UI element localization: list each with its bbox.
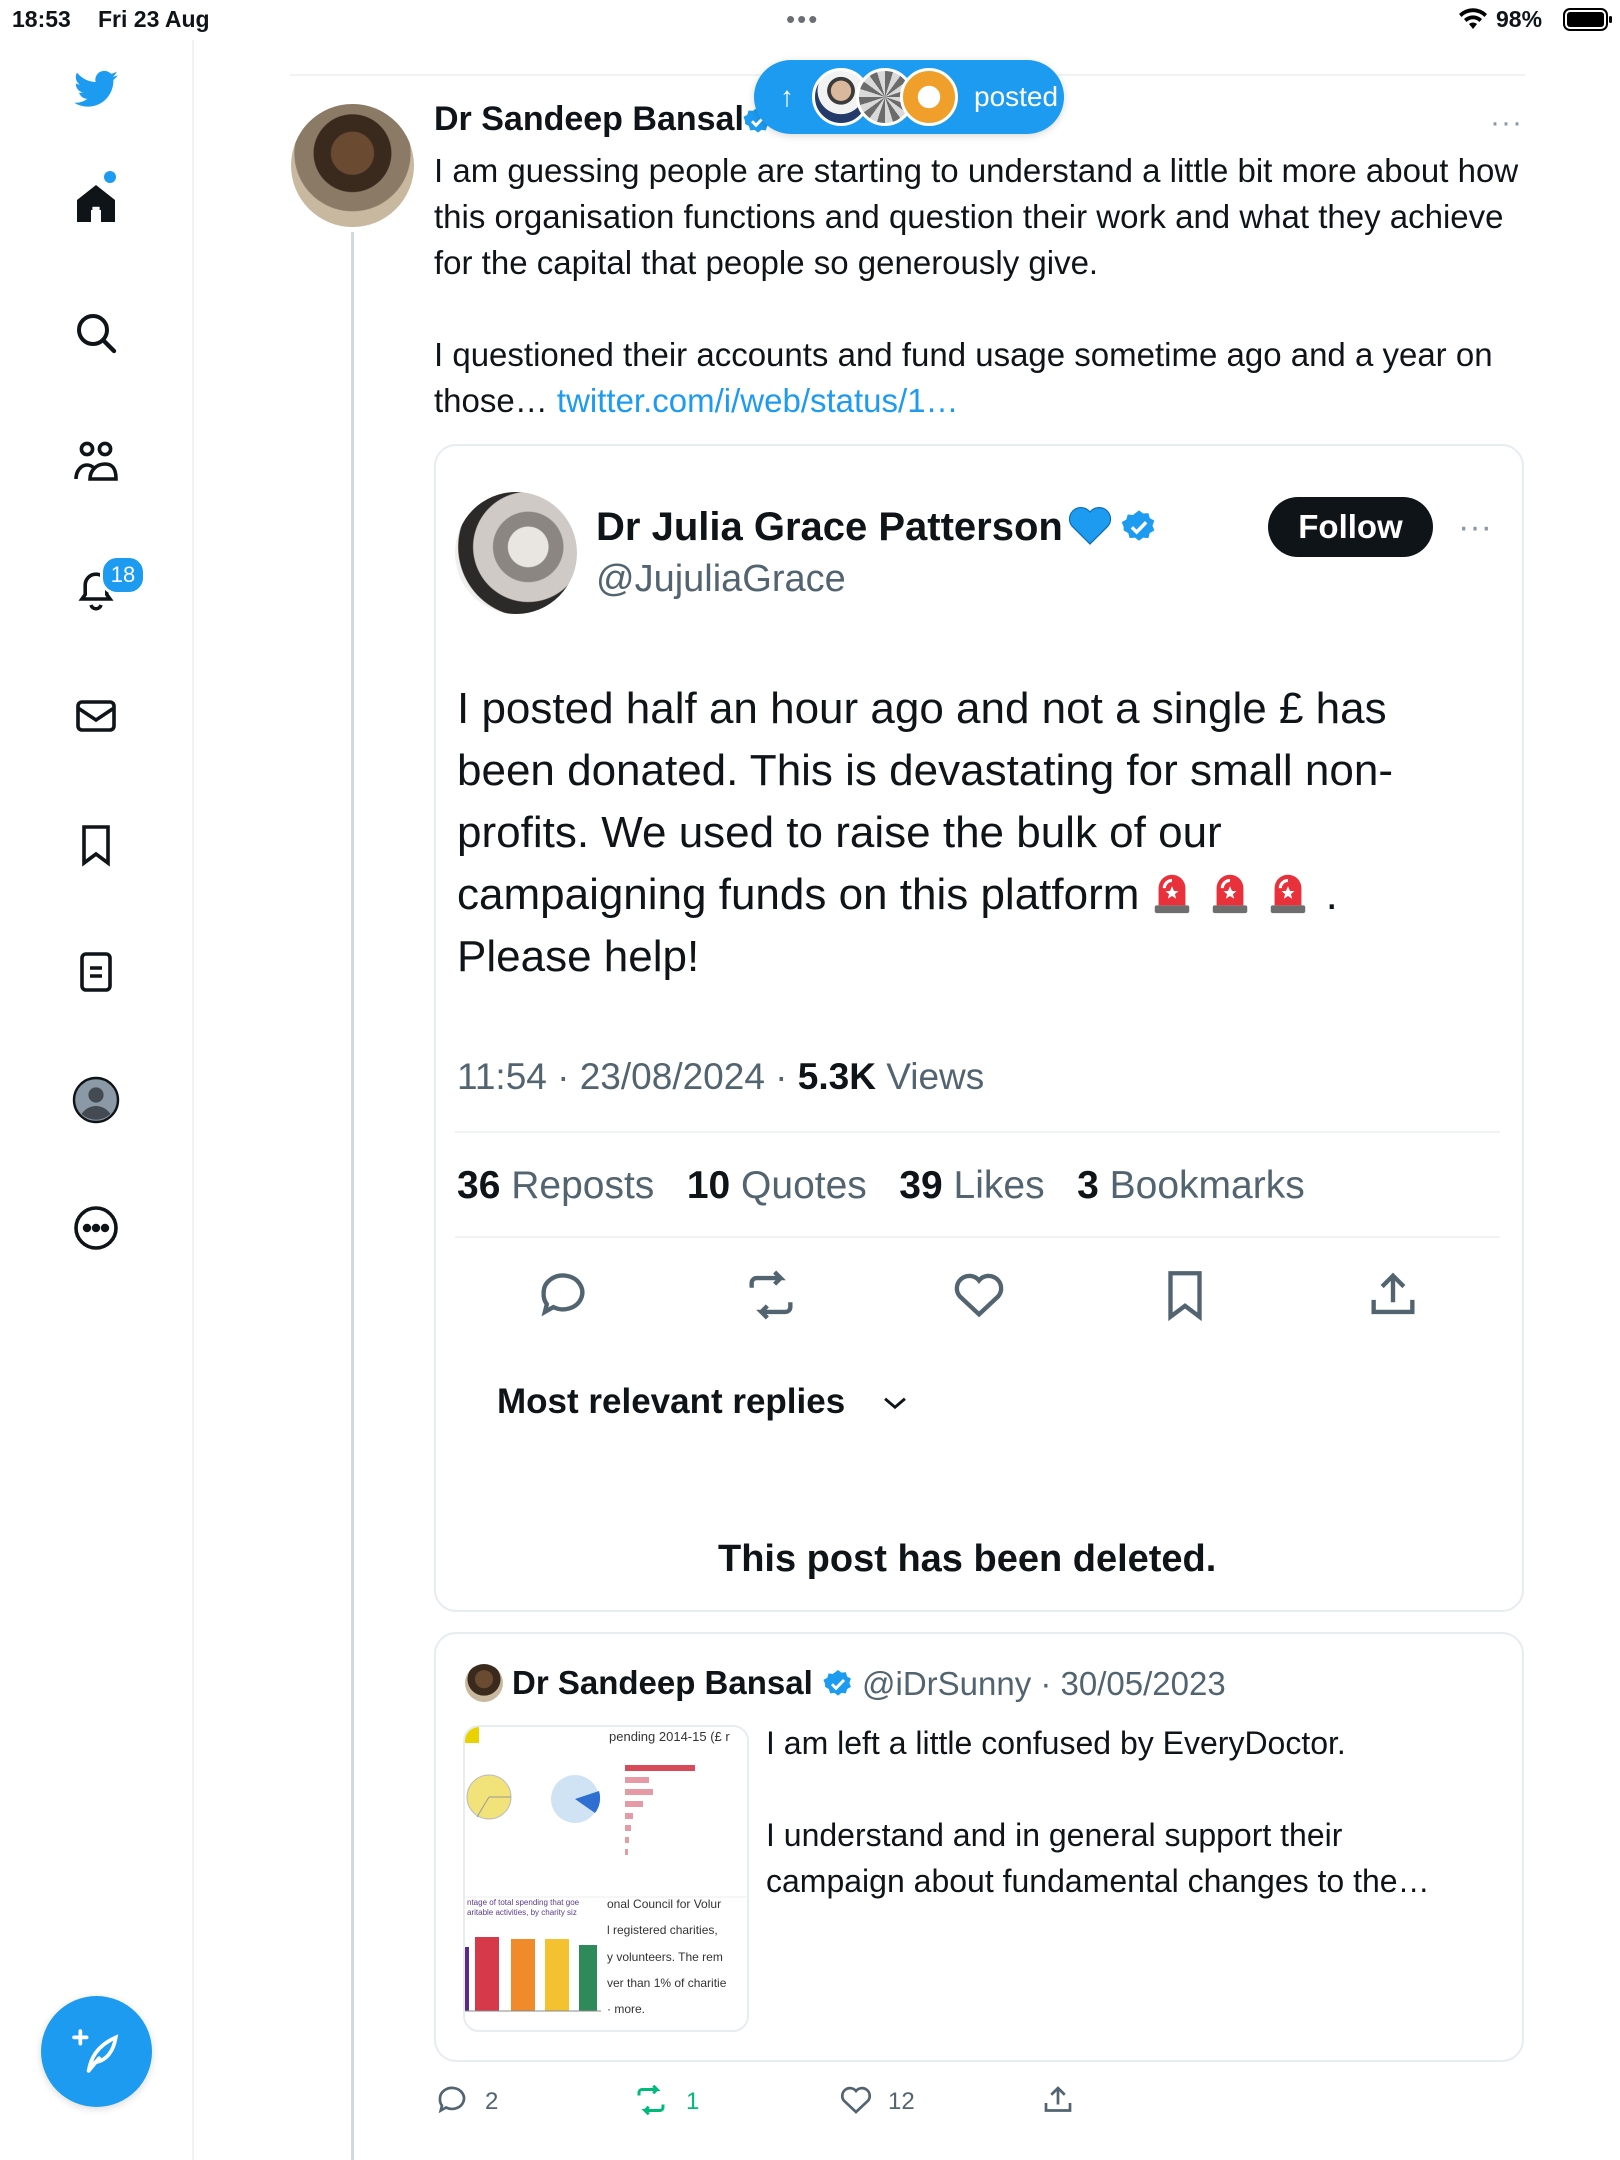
thread-line xyxy=(351,232,354,2160)
lists-icon[interactable] xyxy=(68,944,124,1000)
screenshot-divider xyxy=(455,1131,1500,1133)
most-relevant-replies: Most relevant replies xyxy=(497,1382,846,1421)
deleted-notice: This post has been deleted. xyxy=(718,1538,1217,1580)
thumb-line: onal Council for Volur xyxy=(607,1897,722,1911)
screenshot-divider xyxy=(455,1236,1500,1238)
bird-logo-icon[interactable] xyxy=(68,62,124,118)
thumb-line: y volunteers. The rem xyxy=(607,1950,723,1964)
screenshot-text: I posted half an hour ago and not a single £ has been donated. This is devastating for small non-profits. We used to raise the bulk of our campaigning funds on this platform . Please help! xyxy=(457,684,1399,981)
siren-icon xyxy=(1268,869,1308,915)
post-link[interactable]: twitter.com/i/web/status/1… xyxy=(556,382,959,419)
quoted-author-name: Dr Sandeep Bansal xyxy=(512,1664,813,1701)
siren-icon xyxy=(1210,869,1250,915)
reply-icon[interactable] xyxy=(434,2082,470,2118)
author-name[interactable]: Dr Sandeep Bansal xyxy=(434,100,744,138)
siren-icon xyxy=(1152,869,1192,915)
status-date: Fri 23 Aug xyxy=(98,6,210,32)
quoted-text: I am left a little confused by EveryDoctor. I understand and in general support their campaign about fundamental changes to the… xyxy=(766,1725,1430,1899)
messages-icon[interactable] xyxy=(68,688,124,744)
like-icon[interactable] xyxy=(838,2082,874,2118)
screenshot-stats: 36 Reposts 10 Quotes 39 Likes 3 Bookmarks xyxy=(457,1164,1305,1207)
screenshot-reply-icon xyxy=(534,1266,592,1324)
reply-count: 2 xyxy=(485,2088,499,2115)
arrow-up-icon: ↑ xyxy=(780,81,794,112)
screenshot-bookmark-icon xyxy=(1156,1266,1214,1324)
thumb-subheading-a: ntage of total spending that goe xyxy=(467,1898,580,1907)
new-posts-pill[interactable] xyxy=(754,60,1064,134)
chevron-down-icon xyxy=(878,1386,912,1420)
author-avatar[interactable] xyxy=(291,104,414,227)
screenshot-verified-icon xyxy=(1120,508,1158,546)
wifi-icon xyxy=(1458,6,1488,32)
battery-percent: 98% xyxy=(1496,6,1543,32)
communities-icon[interactable] xyxy=(68,433,124,489)
thumb-subheading-b: aritable activities, by charity siz xyxy=(467,1908,577,1917)
screenshot-more-icon: ··· xyxy=(1458,508,1492,546)
blue-heart-icon xyxy=(1067,504,1113,556)
thumb-heading: pending 2014-15 (£ r xyxy=(609,1729,730,1744)
thumb-line: · more. xyxy=(607,2002,646,2016)
search-icon[interactable] xyxy=(68,305,124,361)
embedded-screenshot[interactable] xyxy=(434,444,1524,1612)
post-more-icon[interactable]: ··· xyxy=(1490,106,1523,139)
screenshot-avatar xyxy=(455,492,577,614)
screenshot-repost-icon xyxy=(742,1266,800,1324)
share-icon[interactable] xyxy=(1040,2082,1076,2118)
follow-button: Follow xyxy=(1268,497,1433,557)
multitasking-dots-icon[interactable]: ••• xyxy=(786,4,820,34)
screenshot-timestamp: 11:54 · 23/08/2024 · 5.3K Views xyxy=(457,1056,985,1097)
quoted-handle-date: @iDrSunny · 30/05/2023 xyxy=(862,1665,1226,1702)
quoted-avatar xyxy=(465,1664,503,1702)
quoted-image-graphic xyxy=(465,1727,747,2030)
post-text xyxy=(434,148,1534,424)
home-icon[interactable] xyxy=(68,176,124,232)
compose-button[interactable] xyxy=(41,1996,152,2107)
screenshot-handle: @JujuliaGrace xyxy=(596,558,846,600)
profile-icon[interactable] xyxy=(68,1072,124,1128)
bookmarks-icon[interactable] xyxy=(68,817,124,873)
repost-count: 1 xyxy=(686,2088,700,2115)
sidebar-divider xyxy=(192,40,194,2160)
like-count: 12 xyxy=(888,2088,915,2115)
pill-avatar xyxy=(900,68,958,126)
quoted-image[interactable] xyxy=(463,1725,749,2032)
notifications-badge: 18 xyxy=(100,555,146,595)
screenshot-like-icon xyxy=(950,1266,1008,1324)
thumb-line: ver than 1% of charitie xyxy=(607,1976,727,1990)
post-body: I am guessing people are starting to understand a little bit more about how this organisation functions and question their work and what they achieve for the capital that people so generously give. I questioned their accounts and fund usage sometime ago and a year on those… xyxy=(434,152,1519,419)
quoted-verified-icon xyxy=(822,1668,854,1700)
more-icon[interactable] xyxy=(68,1200,124,1256)
thumb-line: l registered charities, xyxy=(607,1923,718,1937)
screenshot-author-name: Dr Julia Grace Patterson xyxy=(596,504,1113,556)
pill-label: posted xyxy=(974,81,1059,112)
status-time: 18:53 xyxy=(12,6,71,32)
battery-icon xyxy=(1563,8,1613,31)
compose-icon xyxy=(72,2027,122,2077)
repost-icon[interactable] xyxy=(633,2082,669,2118)
screenshot-share-icon xyxy=(1364,1266,1422,1324)
home-unread-dot xyxy=(104,171,116,183)
